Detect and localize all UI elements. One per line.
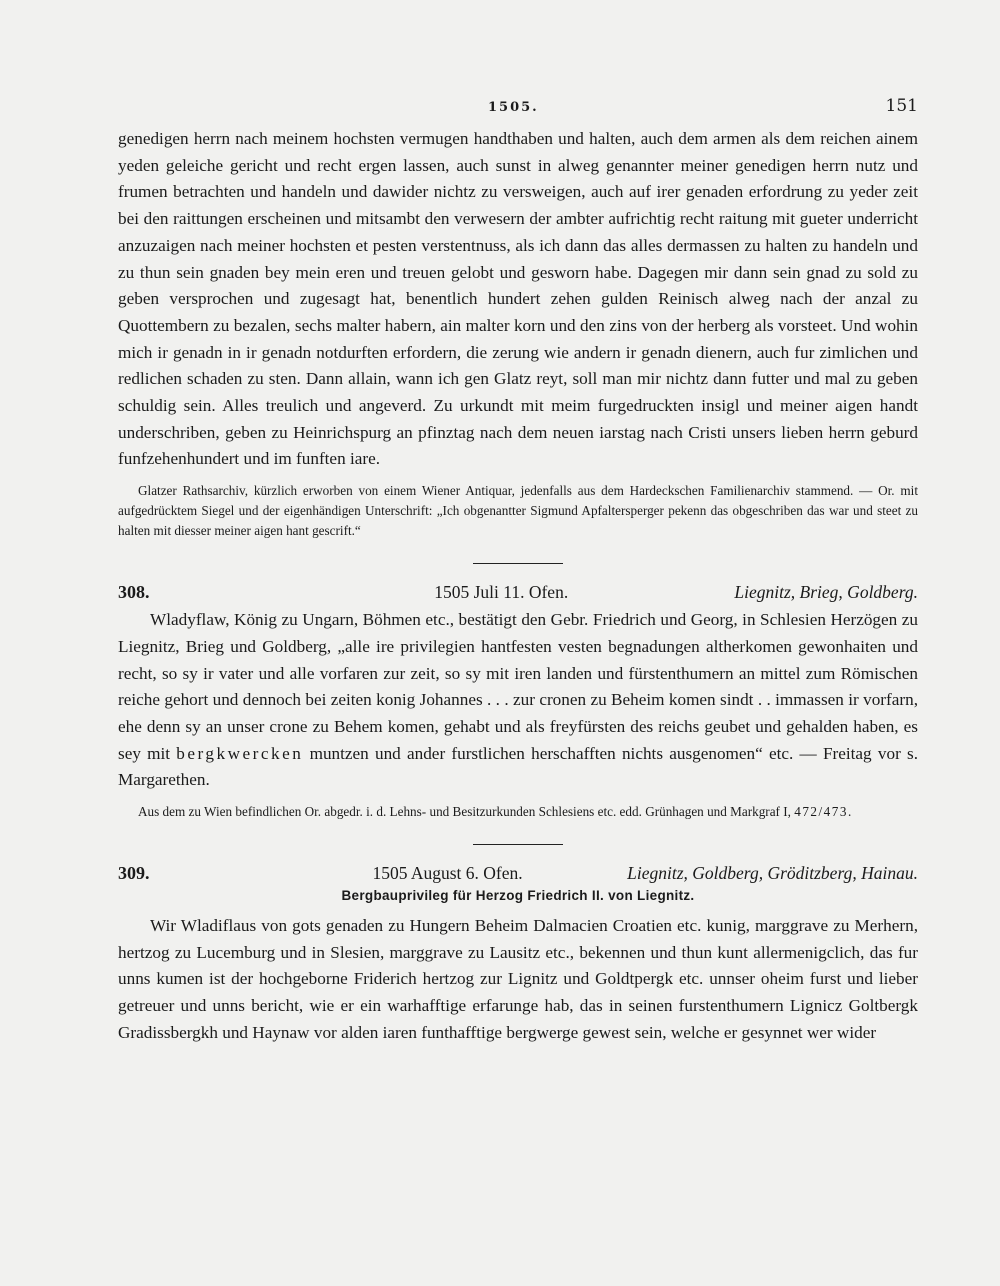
document-308-text xyxy=(118,607,918,794)
document-308-heading xyxy=(118,582,918,603)
document-308-text-part-b: muntzen und ander furstlichen herschafften nichts ausgenomen“ etc. — Freitag vor s. Margarethen. xyxy=(118,743,919,790)
document-309-heading xyxy=(118,863,918,884)
document-308-text-part-a: Wladyflaw, König zu Ungarn, Böhmen etc., bestätigt den Gebr. Friedrich und Georg, in Schlesien Herzögen zu Liegnitz, Brieg und Goldberg, „alle ire privilegien hantfesten vesten begnadungen altherkomen gewonhaiten und recht, so sy ir vater und alle vorfaren zur zeit, so sy mit iren landen und fürstenthumern an mittel zum Römischen reiche gehort und dennoch bei zeiten konig Johannes . . . zur cronen zu Beheim komen sindt . . immassen ir vorfarn, ehe denn sy an unser crone zu Behem komen, gehabt und als freyfürsten des reichs geubet und gehalden haben, es sey mit xyxy=(118,610,918,763)
source-note-307: Glatzer Rathsarchiv, kürzlich erworben von einem Wiener Antiquar, jedenfalls aus dem Hardeckschen Familienarchiv stammend. — Or. mit aufgedrücktem Siegel und der eigenhändigen Unterschrift: „Ich obgenantter Sigmund Apfaltersperger pekenn das obgeschriben das war und steet zu halten mit diesser meiner aigen hant gescrift.“ xyxy=(118,483,918,539)
document-308-text-spaced: bergkwercken xyxy=(176,743,304,763)
page-number: 151 xyxy=(885,96,918,116)
source-note-308 xyxy=(118,802,918,822)
running-head-year: 1505. xyxy=(488,100,539,115)
document-309-places: Liegnitz, Goldberg, Gröditzberg, Hainau. xyxy=(627,863,918,884)
source-note-308-ref: 472/473. xyxy=(794,804,853,820)
document-309-text: Wir Wladiflaus von gots genaden zu Hungern Beheim Dalmacien Croatien etc. kunig, marggrave zu Merhern, hertzog zu Lucemburg und in Slesien, marggrave zu Lausitz etc., bekennen und thun kunt allermenigclich, das fur unns kumen ist der hochgeborne Friderich hertzog zur Lignitz und Goldtpergk etc. unnser oheim furst und lieber getreuer und unns bericht, wie er ein warhafftige erfarunge hab, das in seinen furstenthumern Lignicz Goltbergk Gradissbergkh und Haynaw vor alden iaren funthafftige bergwerge gewest sein, welche er gesynnet wer wider xyxy=(118,916,918,1042)
section-divider xyxy=(473,563,563,564)
document-309-date: 1505 August 6. Ofen. xyxy=(372,863,523,884)
document-308-places: Liegnitz, Brieg, Goldberg. xyxy=(734,582,918,603)
document-308-number: 308. xyxy=(118,582,150,603)
source-note-308-text: Aus dem zu Wien befindlichen Or. abgedr. i. d. Lehns- und Besitzurkunden Schlesiens etc. edd. Grünhagen und Markgraf I, xyxy=(138,804,791,820)
continued-document-text: genedigen herrn nach meinem hochsten vermugen handthaben und halten, auch dem armen als dem reichen ainem yeden geleiche gericht und recht ergen lassen, auch sunst in alweg genannter meiner genedigen herrn nutz und frumen betrachten und handeln und dawider nichtz zu versweigen, auch auf irer genaden erfordrung zu yeder zeit bei den raittungen erscheinen und mitsambt den verwesern der ambter aufrichtig recht raitung mit gueter underricht anzuzaigen nach meiner hochsten et pesten verstentnuss, als ich dann das alles dermassen zu halten zu handeln und zu thun sein gnaden bey mein eren und treuen gelobt und gesworn habe. Dagegen mir dann sein gnad zu sold zu geben versprochen und zugesagt hat, benentlich hundert zehen gulden Reinisch alweg nach der anzal zu Quottembern zu bezalen, sechs malter habern, ain malter korn und den zins von der herberg als vorsteet. Und wohin mich ir genadn in ir genadn notdurften erfordern, die zerung wie andern ir genadn dienern, auch fur zimlichen und redlichen schaden zu sten. Dann allain, wann ich gen Glatz reyt, soll man mir nichtz dann futter und mal zu geben schuldig sein. Alles treulich und angeverd. Zu urkundt mit meim furgedruckten insigl und meiner aigen handt underschriben, geben zu Heinrichspurg an pfinztag nach dem neuen iarstag nach Cristi unsers lieben herrn geburd funfzehenhundert und im funften iare. xyxy=(118,129,918,469)
document-309-number: 309. xyxy=(118,863,150,884)
section-divider xyxy=(473,844,563,845)
page-body xyxy=(118,126,918,1047)
document-308-date: 1505 Juli 11. Ofen. xyxy=(434,582,569,603)
document-309-subtitle: Bergbauprivileg für Herzog Friedrich II. von Liegnitz. xyxy=(341,888,695,904)
running-head xyxy=(0,96,1000,120)
